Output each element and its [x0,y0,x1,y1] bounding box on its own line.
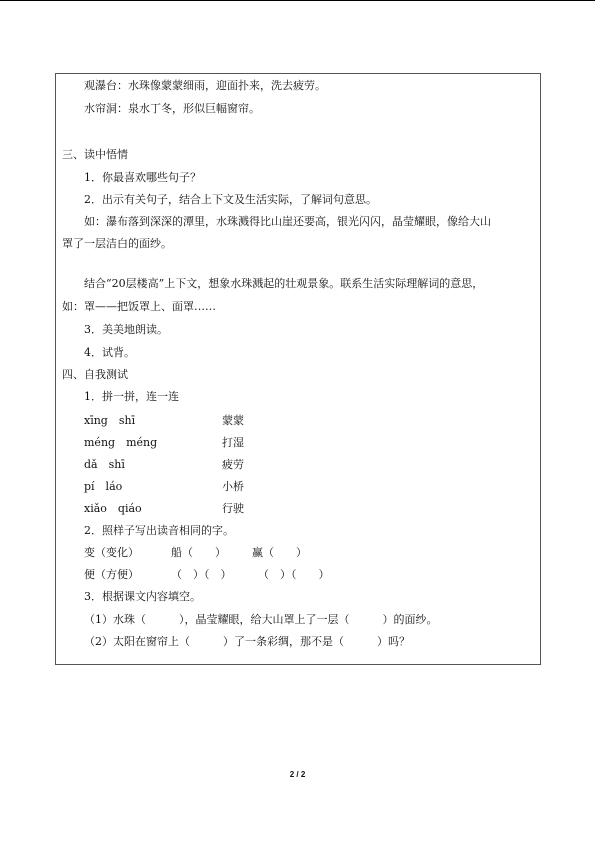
test-1-title: 1．拼一拼，连一连 [84,390,179,403]
step-2: 2．出示有关句子，结合上下文及生活实际，了解词句意思。 [84,193,377,206]
example-line-2: 罩了一层洁白的面纱。 [62,237,172,250]
word-item: 疲劳 [222,458,244,471]
context-line-2: 如：罩——把饭罩上、面罩…… [62,300,216,313]
test-3-title: 3．根据课文内容填空。 [84,590,201,603]
water-curtain-cave-line: 水帘洞：泉水丁冬，形似巨幅窗帘。 [84,102,260,115]
word-item: 蒙蒙 [222,414,244,427]
observation-deck-line: 观瀑台：水珠像蒙蒙细雨，迎面扑来，洗去疲劳。 [84,79,326,92]
example-line-1: 如：瀑布落到深深的潭里，水珠溅得比山崖还要高，银光闪闪，晶莹耀眼，像给大山 [84,215,491,228]
pinyin-item: pí láo [84,480,123,493]
step-3: 3．美美地朗读。 [84,323,168,336]
homophone-example-2: 便（方便） [84,568,139,581]
step-4: 4．试背。 [84,346,135,359]
homophone-blank: （ ）（ ） [258,568,330,581]
pinyin-item: xīng shī [84,414,136,427]
test-2-title: 2．照样子写出读音相同的字。 [84,524,234,537]
homophone-blank: 船（ ） [171,546,226,559]
context-line-1: 结合“20层楼高”上下文，想象水珠溅起的壮观景象。联系生活实际理解词的意思， [84,277,484,290]
word-item: 行驶 [222,502,244,515]
fill-blank-2: （2）太阳在窗帘上（ ）了一条彩绸，那不是（ ）吗？ [84,635,410,648]
pinyin-item: méng méng [84,436,158,449]
section-4-heading: 四、自我测试 [62,368,128,381]
step-1: 1．你最喜欢哪些句子？ [84,171,201,184]
pinyin-item: dǎ shī [84,458,125,471]
section-3-heading: 三、读中悟情 [62,148,128,161]
page-number: 2 / 2 [289,770,306,779]
homophone-example-1: 变（变化） [84,546,139,559]
word-item: 小桥 [222,480,244,493]
homophone-blank: 赢（ ） [252,546,307,559]
top-rule [0,0,595,1]
fill-blank-1: （1）水珠（ ），晶莹耀眼，给大山罩上了一层（ ）的面纱。 [84,613,438,626]
homophone-blank: （ ）（ ） [171,568,232,581]
pinyin-item: xiǎo qiáo [84,502,142,515]
word-item: 打湿 [222,436,244,449]
